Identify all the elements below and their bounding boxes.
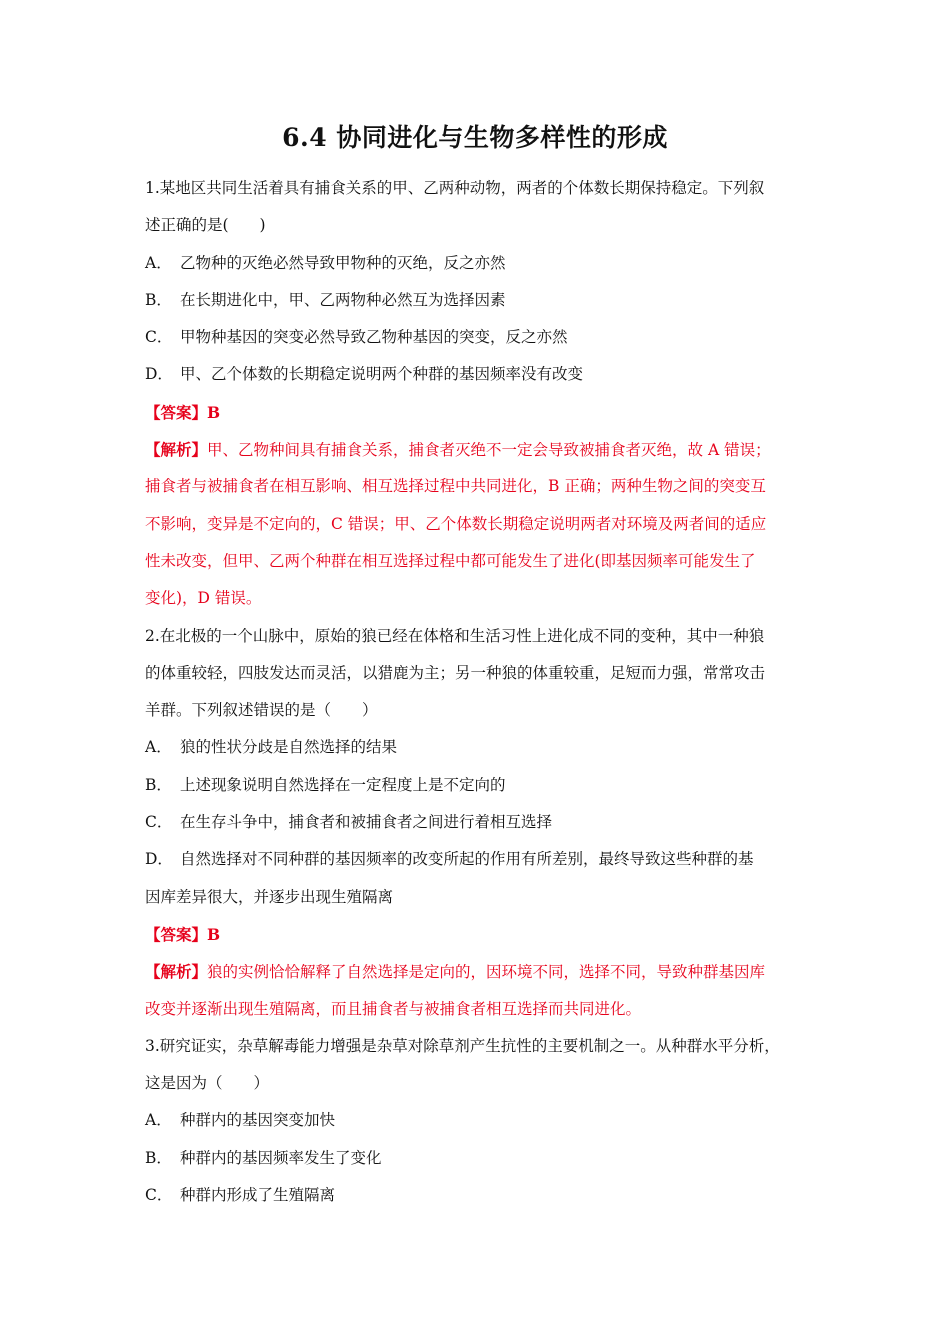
option-d-continuation: 因库差异很大，并逐步出现生殖隔离 bbox=[145, 887, 394, 906]
option-a bbox=[145, 245, 810, 282]
option-letter: B． bbox=[145, 290, 172, 309]
option-letter: C． bbox=[145, 328, 173, 347]
question-2 bbox=[145, 618, 810, 1028]
option-text: 甲物种基因的突变必然导致乙物种基因的突变，反之亦然 bbox=[180, 328, 568, 347]
analysis-line: 变化)，D 错误。 bbox=[145, 589, 262, 608]
answer-value: B bbox=[207, 924, 221, 944]
option-text: 狼的性状分歧是自然选择的结果 bbox=[180, 738, 398, 757]
option-c bbox=[145, 319, 810, 356]
option-b bbox=[145, 282, 810, 319]
analysis-text: 狼的实例恰恰解释了自然选择是定向的，因环境不同，选择不同，导致种群基因库 bbox=[207, 963, 766, 982]
page-title: 6.4 协同进化与生物多样性的形成 bbox=[282, 123, 668, 152]
question-3 bbox=[145, 1028, 810, 1214]
option-letter: D． bbox=[145, 850, 173, 869]
answer-label: 【答案】 bbox=[145, 402, 208, 422]
option-text: 种群内形成了生殖隔离 bbox=[180, 1186, 336, 1205]
option-text: 乙物种的灭绝必然导致甲物种的灭绝，反之亦然 bbox=[180, 253, 506, 272]
analysis-line: 性未改变，但甲、乙两个种群在相互选择过程中都可能发生了进化(即基因频率可能发生了 bbox=[145, 551, 756, 570]
question-stem-line: 3.研究证实，杂草解毒能力增强是杂草对除草剂产生抗性的主要机制之一。从种群水平分析， bbox=[145, 1036, 780, 1055]
option-a bbox=[145, 1102, 810, 1139]
option-b bbox=[145, 767, 810, 804]
question-stem-line: 这是因为（ ） bbox=[145, 1074, 270, 1093]
option-c bbox=[145, 804, 810, 841]
option-letter: C． bbox=[145, 1186, 173, 1205]
analysis-line bbox=[145, 953, 810, 990]
option-text: 种群内的基因频率发生了变化 bbox=[180, 1148, 382, 1167]
option-letter: A． bbox=[145, 738, 172, 757]
option-letter: B． bbox=[145, 775, 172, 794]
option-c bbox=[145, 1177, 810, 1214]
document-body bbox=[145, 170, 810, 1214]
analysis-label: 【解析】 bbox=[145, 962, 208, 982]
question-1 bbox=[145, 170, 810, 618]
option-text: 在长期进化中，甲、乙两物种必然互为选择因素 bbox=[180, 290, 506, 309]
option-b bbox=[145, 1140, 810, 1177]
answer-value: B bbox=[207, 402, 221, 422]
option-letter: C． bbox=[145, 813, 173, 832]
question-stem-line: 2.在北极的一个山脉中，原始的狼已经在体格和生活习性上进化成不同的变种，其中一种狼 bbox=[145, 626, 765, 645]
analysis-label: 【解析】 bbox=[145, 440, 208, 460]
answer-line bbox=[145, 394, 810, 431]
analysis-line: 捕食者与被捕食者在相互影响、相互选择过程中共同进化，B 正确；两种生物之间的突变互 bbox=[145, 477, 766, 496]
option-text: 上述现象说明自然选择在一定程度上是不定向的 bbox=[180, 775, 506, 794]
answer-line bbox=[145, 916, 810, 953]
question-stem-line: 述正确的是( ) bbox=[145, 216, 266, 235]
analysis-line bbox=[145, 431, 810, 468]
question-stem-line: 羊群。下列叙述错误的是（ ） bbox=[145, 701, 378, 720]
option-letter: A． bbox=[145, 1111, 172, 1130]
question-stem-line: 的体重较轻，四肢发达而灵活，以猎鹿为主；另一种狼的体重较重，足短而力强，常常攻击 bbox=[145, 663, 766, 682]
option-letter: B． bbox=[145, 1148, 172, 1167]
option-text: 甲、乙个体数的长期稳定说明两个种群的基因频率没有改变 bbox=[180, 365, 584, 384]
analysis-text: 甲、乙物种间具有捕食关系，捕食者灭绝不一定会导致被捕食者灭绝，故 A 错误； bbox=[207, 441, 771, 460]
option-text: 自然选择对不同种群的基因频率的改变所起的作用有所差别，最终导致这些种群的基 bbox=[180, 850, 754, 869]
option-letter: A． bbox=[145, 253, 172, 272]
analysis-line: 改变并逐渐出现生殖隔离，而且捕食者与被捕食者相互选择而共同进化。 bbox=[145, 999, 642, 1018]
answer-label: 【答案】 bbox=[145, 924, 208, 944]
option-a bbox=[145, 729, 810, 766]
option-text: 种群内的基因突变加快 bbox=[180, 1111, 336, 1130]
option-d bbox=[145, 841, 810, 878]
option-d bbox=[145, 356, 810, 393]
analysis-line: 不影响，变异是不定向的，C 错误；甲、乙个体数长期稳定说明两者对环境及两者间的适应 bbox=[145, 514, 767, 533]
question-stem-line: 1.某地区共同生活着具有捕食关系的甲、乙两种动物，两者的个体数长期保持稳定。下列叙 bbox=[145, 179, 765, 197]
option-letter: D． bbox=[145, 365, 173, 384]
option-text: 在生存斗争中，捕食者和被捕食者之间进行着相互选择 bbox=[180, 813, 553, 832]
